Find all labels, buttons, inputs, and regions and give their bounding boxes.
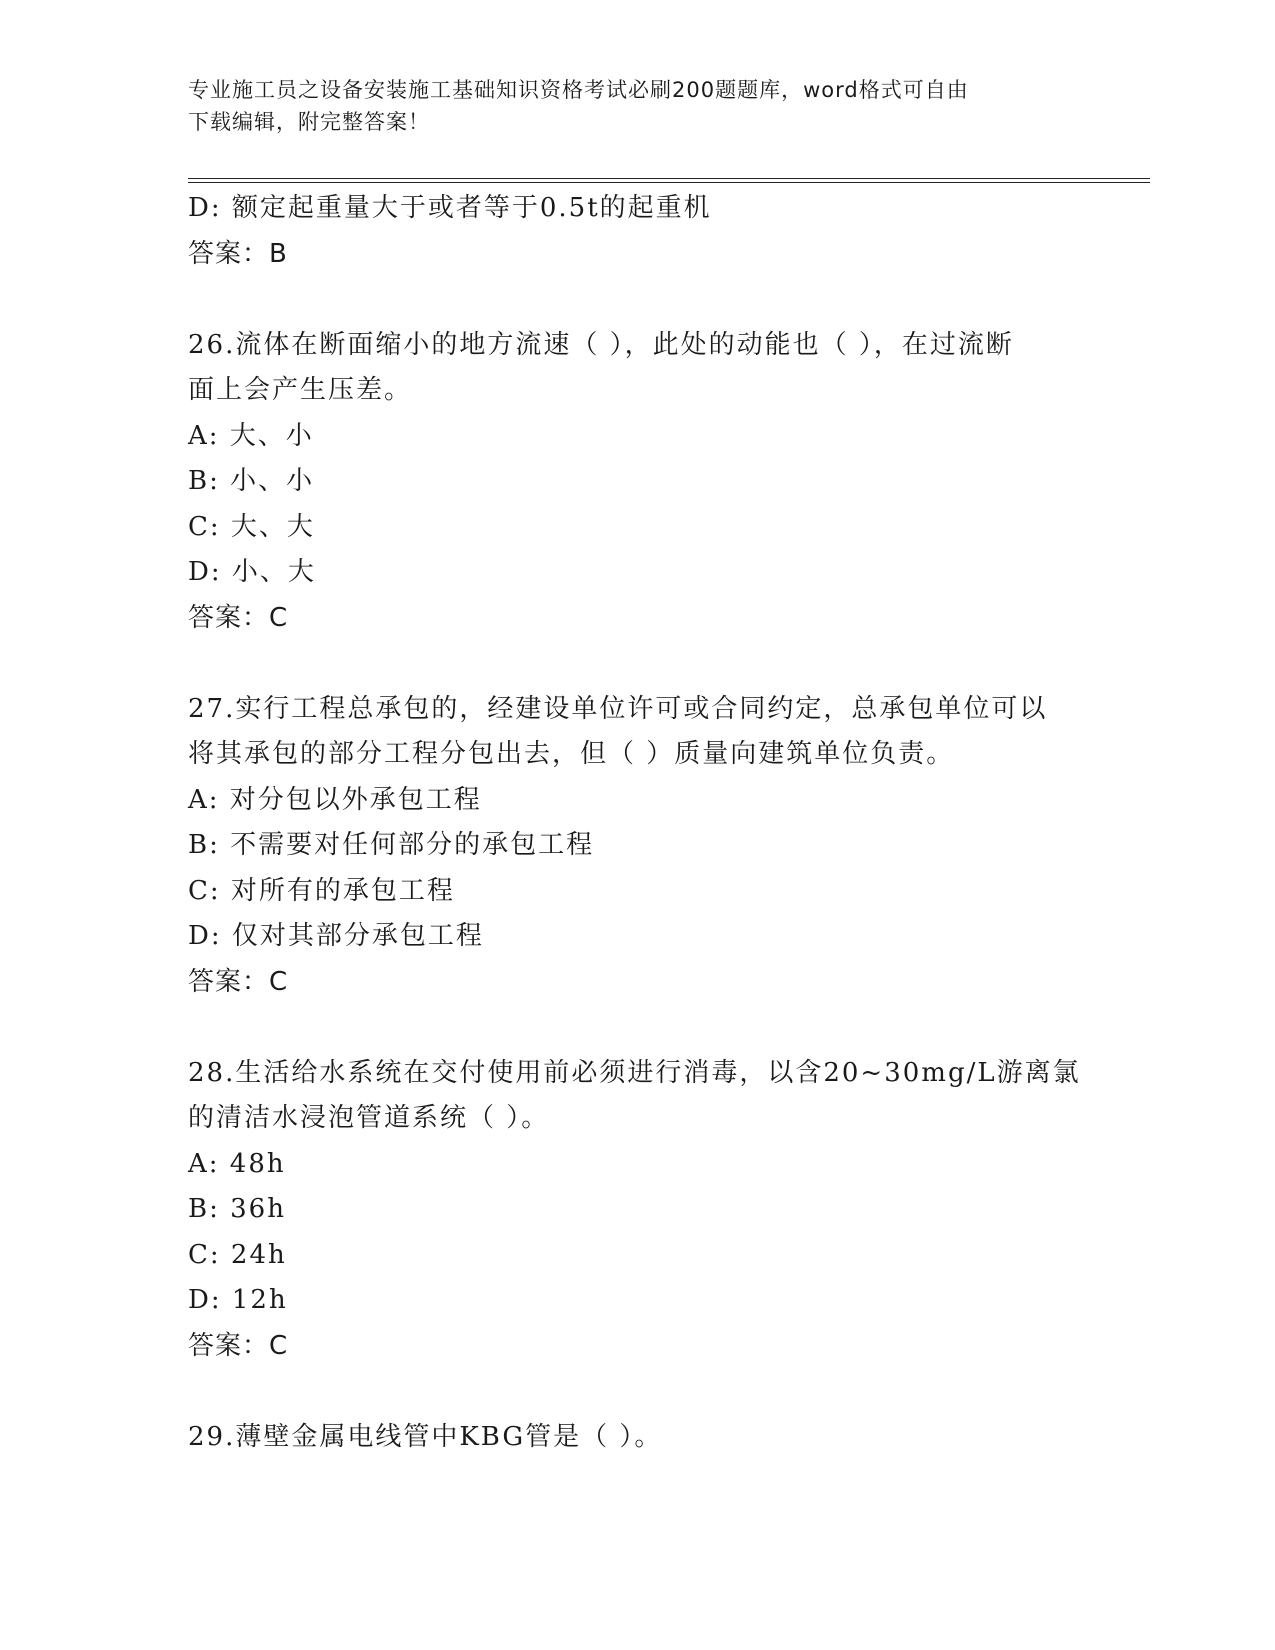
question-27-stem-line-1: 27.实行工程总承包的，经建设单位许可或合同约定，总承包单位可以: [188, 693, 1048, 724]
question-26-answer: 答案：C: [188, 602, 289, 633]
question-26-option-a: A: 大、小: [188, 420, 314, 451]
question-26-option-d: D: 小、大: [188, 557, 316, 587]
header-line-1: 专业施工员之设备安装施工基础知识资格考试必刷200题题库，word格式可自由: [188, 78, 969, 102]
question-28-option-b: B: 36h: [188, 1194, 286, 1224]
question-26-stem-line-2: 面上会产生压差。: [188, 375, 413, 405]
header-line-2: 下载编辑，附完整答案！: [188, 110, 430, 134]
spacer: [188, 641, 1088, 687]
question-27-option-b: B: 不需要对任何部分的承包工程: [188, 830, 595, 860]
question-29-stem-line-1: 29.薄壁金属电线管中KBG管是（ ）。: [188, 1421, 663, 1452]
question-26-option-c: C: 大、大: [188, 511, 315, 542]
header-divider-top: [188, 178, 1150, 179]
prev-answer: 答案：B: [188, 238, 288, 269]
spacer: [188, 277, 1088, 323]
spacer: [188, 1005, 1088, 1051]
question-28-answer: 答案：C: [188, 1330, 289, 1361]
question-28-stem-line-1: 28.生活给水系统在交付使用前必须进行消毒，以含20~30mg/L游离氯: [188, 1057, 1081, 1088]
question-27-option-c: C: 对所有的承包工程: [188, 875, 455, 906]
spacer: [188, 1369, 1088, 1415]
question-content: [188, 186, 1088, 1460]
document-header: [188, 74, 1088, 138]
question-27-option-d: D: 仅对其部分承包工程: [188, 921, 484, 951]
question-28-option-a: A: 48h: [188, 1148, 286, 1179]
prev-option-d: D: 额定起重量大于或者等于0.5t的起重机: [188, 193, 712, 223]
header-divider-bottom: [188, 182, 1150, 183]
question-28-option-d: D: 12h: [188, 1285, 288, 1315]
question-26-stem-line-1: 26.流体在断面缩小的地方流速（ ），此处的动能也（ ），在过流断: [188, 329, 1014, 360]
question-27-answer: 答案：C: [188, 966, 289, 997]
question-28-stem-line-2: 的清洁水浸泡管道系统（ ）。: [188, 1103, 550, 1133]
question-26-option-b: B: 小、小: [188, 466, 315, 496]
question-27-option-a: A: 对分包以外承包工程: [188, 784, 482, 815]
question-27-stem-line-2: 将其承包的部分工程分包出去，但（ ）质量向建筑单位负责。: [188, 739, 955, 769]
question-28-option-c: C: 24h: [188, 1239, 287, 1270]
